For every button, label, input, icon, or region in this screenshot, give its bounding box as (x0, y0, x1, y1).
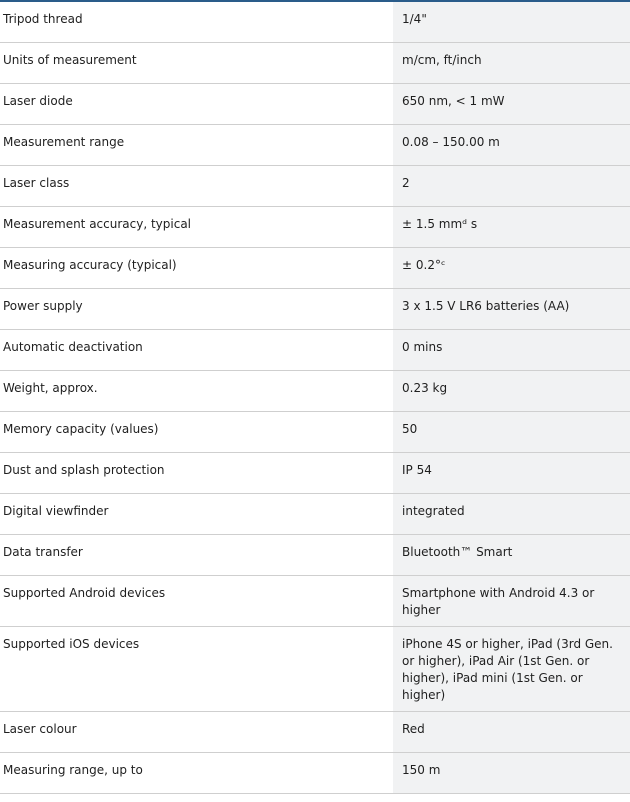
spec-value: 3 x 1.5 V LR6 batteries (AA) (393, 289, 630, 329)
spec-row-measuring-accuracy (0, 248, 630, 289)
spec-label: Memory capacity (values) (0, 412, 393, 452)
spec-row-measurement-range (0, 125, 630, 166)
spec-label: Measurement accuracy, typical (0, 207, 393, 247)
spec-row-power-supply (0, 289, 630, 330)
spec-row-measuring-range (0, 753, 630, 794)
spec-value: 1/4" (393, 2, 630, 42)
spec-label: Power supply (0, 289, 393, 329)
spec-label: Laser class (0, 166, 393, 206)
spec-row-dust-protection (0, 453, 630, 494)
spec-label: Laser diode (0, 84, 393, 124)
spec-label: Dust and splash protection (0, 453, 393, 493)
spec-row-data-transfer (0, 535, 630, 576)
spec-label: Measuring accuracy (typical) (0, 248, 393, 288)
spec-label: Digital viewfinder (0, 494, 393, 534)
spec-value: 2 (393, 166, 630, 206)
spec-row-memory-capacity (0, 412, 630, 453)
spec-row-tripod-thread (0, 2, 630, 43)
spec-value: iPhone 4S or higher, iPad (3rd Gen. or higher), iPad Air (1st Gen. or higher), iPad mini (1st Gen. or higher) (393, 627, 630, 711)
spec-row-weight (0, 371, 630, 412)
spec-row-laser-class (0, 166, 630, 207)
spec-row-auto-deactivation (0, 330, 630, 371)
spec-label: Supported iOS devices (0, 627, 393, 711)
spec-label: Weight, approx. (0, 371, 393, 411)
spec-value: 0.23 kg (393, 371, 630, 411)
spec-label: Tripod thread (0, 2, 393, 42)
spec-value: Bluetooth™ Smart (393, 535, 630, 575)
spec-row-laser-diode (0, 84, 630, 125)
spec-label: Units of measurement (0, 43, 393, 83)
spec-row-android-devices (0, 576, 630, 627)
spec-value: Smartphone with Android 4.3 or higher (393, 576, 630, 626)
spec-value: Red (393, 712, 630, 752)
spec-value: integrated (393, 494, 630, 534)
spec-value: IP 54 (393, 453, 630, 493)
spec-label: Measuring range, up to (0, 753, 393, 793)
spec-value: m/cm, ft/inch (393, 43, 630, 83)
spec-label: Measurement range (0, 125, 393, 165)
spec-label: Laser colour (0, 712, 393, 752)
spec-value: 50 (393, 412, 630, 452)
spec-value: ± 0.2°ᶜ (393, 248, 630, 288)
spec-value: 0 mins (393, 330, 630, 370)
spec-value: 0.08 – 150.00 m (393, 125, 630, 165)
spec-row-laser-colour (0, 712, 630, 753)
spec-value: 650 nm, < 1 mW (393, 84, 630, 124)
spec-value: 150 m (393, 753, 630, 793)
spec-row-measurement-accuracy (0, 207, 630, 248)
spec-label: Automatic deactivation (0, 330, 393, 370)
spec-row-ios-devices (0, 627, 630, 712)
spec-label: Supported Android devices (0, 576, 393, 626)
spec-label: Data transfer (0, 535, 393, 575)
spec-row-units (0, 43, 630, 84)
spec-row-digital-viewfinder (0, 494, 630, 535)
spec-value: ± 1.5 mmᵈ s (393, 207, 630, 247)
